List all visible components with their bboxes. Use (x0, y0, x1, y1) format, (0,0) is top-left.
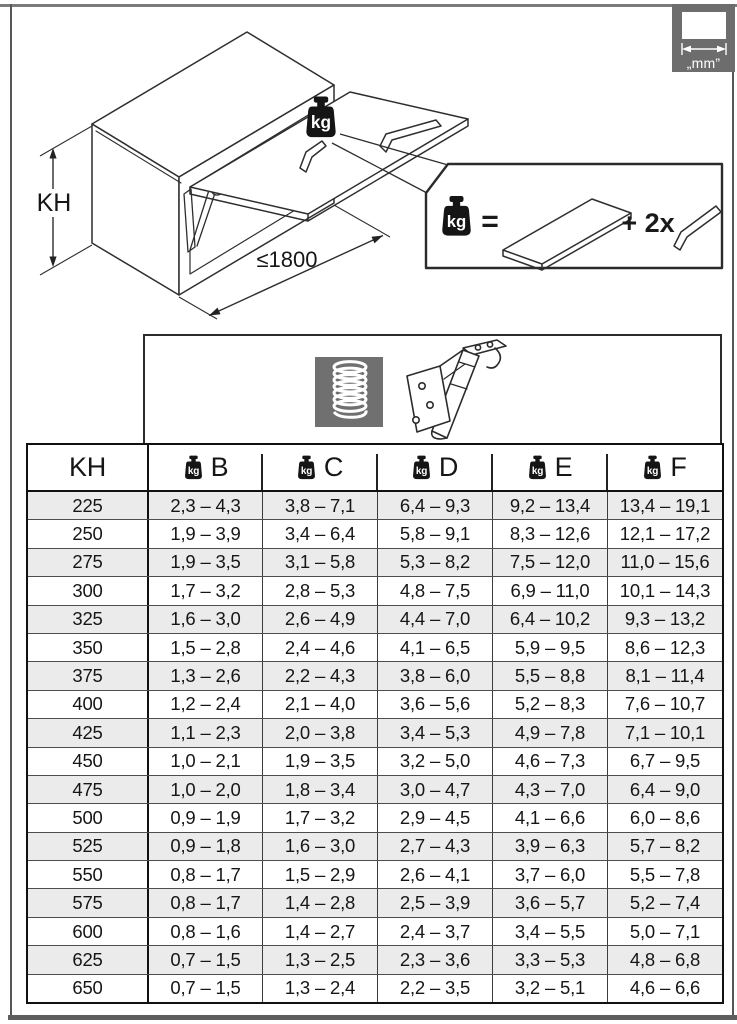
value-cell: 5,8 – 9,1 (377, 520, 492, 547)
value-cell: 3,4 – 5,3 (377, 719, 492, 746)
value-cell: 0,9 – 1,9 (147, 804, 262, 831)
col-header-label: D (438, 452, 459, 482)
value-cell: 3,3 – 5,3 (492, 946, 607, 973)
value-cell: 2,3 – 4,3 (147, 492, 262, 519)
value-cell: 3,8 – 6,0 (377, 662, 492, 689)
value-cell: 6,0 – 8,6 (607, 804, 722, 831)
col-header-label: C (323, 452, 344, 482)
kg-weight-icon (183, 455, 204, 480)
table-row (28, 832, 722, 860)
kh-cell: 300 (72, 579, 103, 601)
value-cell: 3,4 – 5,5 (492, 918, 607, 945)
table-row (28, 917, 722, 945)
kh-dimension-label: KH (36, 189, 72, 217)
equals-sign: = (481, 205, 499, 238)
value-cell: 5,2 – 7,4 (607, 889, 722, 916)
value-cell: 1,1 – 2,3 (147, 719, 262, 746)
value-cell: 2,0 – 3,8 (262, 719, 377, 746)
table-row (28, 718, 722, 746)
kh-cell: 250 (72, 523, 103, 545)
kh-cell: 350 (72, 636, 103, 658)
col-header-label: E (554, 452, 573, 482)
value-cell: 1,9 – 3,9 (147, 520, 262, 547)
cabinet-diagram (0, 0, 737, 335)
value-cell: 1,5 – 2,9 (262, 861, 377, 888)
value-cell: 2,2 – 4,3 (262, 662, 377, 689)
col-header-cell-e (492, 445, 607, 490)
value-cell: 9,2 – 13,4 (492, 492, 607, 519)
value-cell: 5,2 – 8,3 (492, 691, 607, 718)
kh-header-cell (28, 445, 147, 490)
value-cell: 4,3 – 7,0 (492, 776, 607, 803)
kh-header-label: KH (68, 452, 107, 482)
table-row (28, 492, 722, 519)
value-cell: 1,9 – 3,5 (147, 549, 262, 576)
value-cell: 1,3 – 2,4 (262, 975, 377, 1002)
value-cell: 8,3 – 12,6 (492, 520, 607, 547)
kh-cell: 525 (72, 835, 103, 857)
kh-cell: 400 (72, 693, 103, 715)
kg-weight-icon (296, 455, 317, 480)
value-cell: 3,4 – 6,4 (262, 520, 377, 547)
kg-weight-icon (411, 455, 432, 480)
kh-cell: 325 (72, 608, 103, 630)
value-cell: 6,7 – 9,5 (607, 748, 722, 775)
value-cell: 13,4 – 19,1 (607, 492, 722, 519)
table-header-row (28, 445, 722, 492)
value-cell: 1,2 – 2,4 (147, 691, 262, 718)
value-cell: 3,8 – 7,1 (262, 492, 377, 519)
value-cell: 4,8 – 6,8 (607, 946, 722, 973)
value-cell: 4,8 – 7,5 (377, 577, 492, 604)
value-cell: 3,6 – 5,6 (377, 691, 492, 718)
col-header-cell-c (262, 445, 377, 490)
lift-mechanism-icon (407, 340, 506, 439)
value-cell: 3,1 – 5,8 (262, 549, 377, 576)
table-row (28, 576, 722, 604)
width-limit-label: ≤1800 (256, 247, 318, 272)
value-cell: 7,1 – 10,1 (607, 719, 722, 746)
value-cell: 5,3 – 8,2 (377, 549, 492, 576)
kg-weight-icon (527, 455, 548, 480)
kh-cell: 625 (72, 948, 103, 970)
value-cell: 1,4 – 2,7 (262, 918, 377, 945)
kh-cell: 650 (72, 977, 103, 999)
load-capacity-table (26, 443, 724, 1004)
value-cell: 0,8 – 1,7 (147, 861, 262, 888)
value-cell: 0,7 – 1,5 (147, 975, 262, 1002)
value-cell: 1,0 – 2,1 (147, 748, 262, 775)
value-cell: 0,8 – 1,7 (147, 889, 262, 916)
value-cell: 3,7 – 6,0 (492, 861, 607, 888)
table-row (28, 803, 722, 831)
value-cell: 1,3 – 2,6 (147, 662, 262, 689)
value-cell: 2,1 – 4,0 (262, 691, 377, 718)
value-cell: 2,4 – 4,6 (262, 634, 377, 661)
table-row (28, 775, 722, 803)
kh-cell: 500 (72, 806, 103, 828)
value-cell: 3,2 – 5,0 (377, 748, 492, 775)
value-cell: 3,9 – 6,3 (492, 833, 607, 860)
value-cell: 2,2 – 3,5 (377, 975, 492, 1002)
table-row (28, 888, 722, 916)
components-box (143, 334, 722, 445)
value-cell: 2,6 – 4,1 (377, 861, 492, 888)
value-cell: 1,8 – 3,4 (262, 776, 377, 803)
col-header-cell-b (147, 445, 262, 490)
value-cell: 6,4 – 10,2 (492, 606, 607, 633)
value-cell: 6,4 – 9,0 (607, 776, 722, 803)
table-row (28, 605, 722, 633)
value-cell: 5,5 – 8,8 (492, 662, 607, 689)
value-cell: 4,1 – 6,5 (377, 634, 492, 661)
inset-formula-box (426, 164, 722, 270)
value-cell: 3,0 – 4,7 (377, 776, 492, 803)
table-row (28, 548, 722, 576)
plus-2x-label: + 2x (621, 208, 675, 238)
components-art (145, 336, 719, 442)
value-cell: 10,1 – 14,3 (607, 577, 722, 604)
value-cell: 7,6 – 10,7 (607, 691, 722, 718)
kg-weight-icon (642, 455, 663, 480)
value-cell: 8,1 – 11,4 (607, 662, 722, 689)
page-bottom-rule (8, 1015, 737, 1020)
col-header-cell-f (607, 445, 722, 490)
value-cell: 4,4 – 7,0 (377, 606, 492, 633)
table-row (28, 633, 722, 661)
kh-cell: 275 (72, 551, 103, 573)
mm-unit-label: „mm” (686, 55, 721, 71)
value-cell: 1,4 – 2,8 (262, 889, 377, 916)
value-cell: 2,8 – 5,3 (262, 577, 377, 604)
value-cell: 9,3 – 13,2 (607, 606, 722, 633)
value-cell: 1,7 – 3,2 (147, 577, 262, 604)
value-cell: 5,0 – 7,1 (607, 918, 722, 945)
table-row (28, 519, 722, 547)
col-header-label: F (670, 452, 687, 482)
value-cell: 0,7 – 1,5 (147, 946, 262, 973)
value-cell: 4,6 – 6,6 (607, 975, 722, 1002)
value-cell: 4,6 – 7,3 (492, 748, 607, 775)
value-cell: 1,5 – 2,8 (147, 634, 262, 661)
value-cell: 4,1 – 6,6 (492, 804, 607, 831)
value-cell: 5,7 – 8,2 (607, 833, 722, 860)
value-cell: 3,6 – 5,7 (492, 889, 607, 916)
value-cell: 0,9 – 1,8 (147, 833, 262, 860)
value-cell: 2,4 – 3,7 (377, 918, 492, 945)
kh-cell: 575 (72, 892, 103, 914)
value-cell: 11,0 – 15,6 (607, 549, 722, 576)
value-cell: 5,9 – 9,5 (492, 634, 607, 661)
col-header-cell-d (377, 445, 492, 490)
table-row (28, 974, 722, 1002)
value-cell: 7,5 – 12,0 (492, 549, 607, 576)
value-cell: 2,7 – 4,3 (377, 833, 492, 860)
value-cell: 1,6 – 3,0 (147, 606, 262, 633)
value-cell: 6,4 – 9,3 (377, 492, 492, 519)
value-cell: 2,3 – 3,6 (377, 946, 492, 973)
value-cell: 1,3 – 2,5 (262, 946, 377, 973)
table-row (28, 860, 722, 888)
value-cell: 1,0 – 2,0 (147, 776, 262, 803)
value-cell: 2,5 – 3,9 (377, 889, 492, 916)
value-cell: 1,6 – 3,0 (262, 833, 377, 860)
value-cell: 12,1 – 17,2 (607, 520, 722, 547)
value-cell: 5,5 – 7,8 (607, 861, 722, 888)
table-row (28, 747, 722, 775)
table-row (28, 690, 722, 718)
table-row (28, 661, 722, 689)
value-cell: 3,2 – 5,1 (492, 975, 607, 1002)
value-cell: 1,9 – 3,5 (262, 748, 377, 775)
value-cell: 8,6 – 12,3 (607, 634, 722, 661)
table-row (28, 945, 722, 973)
kh-cell: 375 (72, 665, 103, 687)
kh-cell: 225 (72, 494, 103, 516)
value-cell: 0,8 – 1,6 (147, 918, 262, 945)
value-cell: 6,9 – 11,0 (492, 577, 607, 604)
kh-cell: 600 (72, 920, 103, 942)
value-cell: 4,9 – 7,8 (492, 719, 607, 746)
kh-cell: 550 (72, 863, 103, 885)
kh-cell: 425 (72, 721, 103, 743)
value-cell: 2,6 – 4,9 (262, 606, 377, 633)
spring-icon (315, 357, 383, 427)
col-header-label: B (210, 452, 229, 482)
kh-cell: 450 (72, 750, 103, 772)
kh-cell: 475 (72, 778, 103, 800)
value-cell: 2,9 – 4,5 (377, 804, 492, 831)
table-body (28, 492, 722, 1002)
value-cell: 1,7 – 3,2 (262, 804, 377, 831)
